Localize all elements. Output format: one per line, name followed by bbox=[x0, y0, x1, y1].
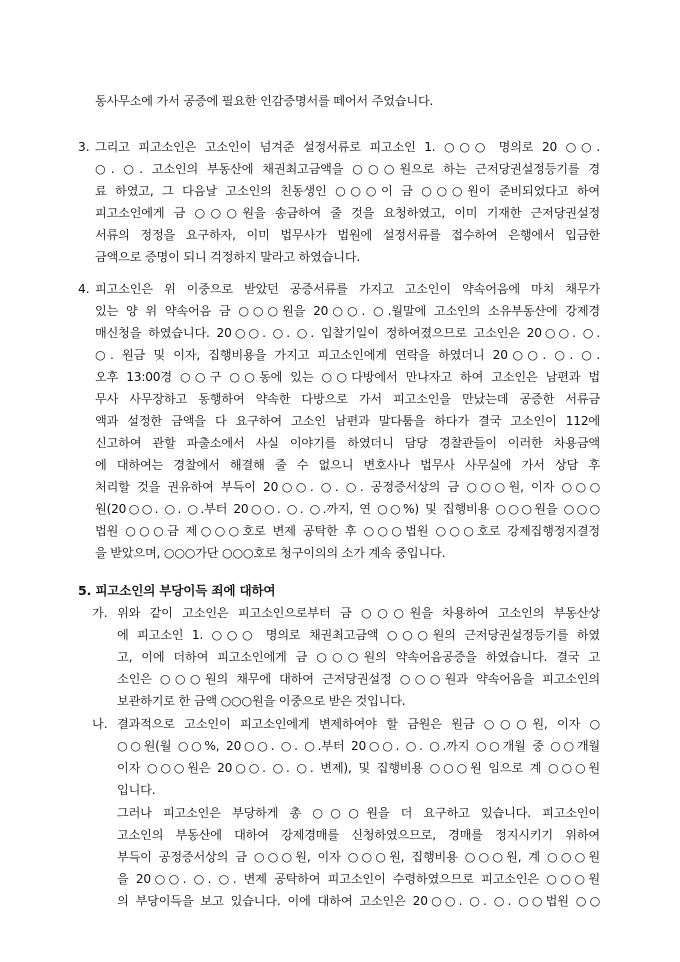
section-5-heading: 5. 피고소인의 부당이득 죄에 대하여 bbox=[78, 583, 276, 598]
item-4-line: 오후 13:00경 ○○구 ○○동에 있는 ○○다방에서 만나자고 하여 고소인은 남편과 법 bbox=[95, 370, 600, 384]
subitem-ga-line: 고, 이에 더하여 피고소인에게 금 ○○○원의 약속어음공증을 하였습니다. 결국 고 bbox=[117, 650, 600, 664]
subitem-na-line: 고소인의 부동산에 대하여 강제경매를 신청하였으므로, 경매를 정지시키기 위하여 bbox=[117, 828, 600, 842]
subitem-ga-line: 에 피고소인 1. ○○○ 명의로 채권최고금액 ○○○원의 근저당권설정등기를 하였 bbox=[117, 628, 600, 642]
item-3-line: 피고소인에게 금 ○○○원을 송금하여 줄 것을 요청하였고, 이미 기재한 근저당권설정 bbox=[95, 206, 600, 220]
subitem-na-line: 의 부당이득을 보고 있습니다. 이에 대하여 고소인은 20○○. ○. ○. ○○법원 ○○ bbox=[117, 894, 600, 908]
item-4-line: 액과 설정한 금액을 다 요구하여 고소인 남편과 말다툼을 하다가 결국 고소인이 112에 bbox=[95, 414, 600, 428]
subitem-ga-marker: 가. bbox=[92, 606, 108, 620]
item-4-line: 을 받았으며, ○○○가단 ○○○호로 청구이의의 소가 계속 중입니다. bbox=[95, 546, 446, 560]
subitem-ga-line: 보관하기로 한 금액 ○○○원을 이중으로 받은 것입니다. bbox=[117, 694, 406, 708]
item-3-line: 료 하였고, 그 다음날 고소인의 친동생인 ○○○이 금 ○○○원이 준비되었다고 하여 bbox=[95, 184, 600, 198]
item-4-number: 4. bbox=[78, 282, 90, 296]
intro-line: 동사무소에 가서 공증에 필요한 인감증명서를 떼어서 주었습니다. bbox=[95, 94, 434, 108]
subitem-ga-line: 소인은 ○○○원의 채무에 대하여 근저당권설정 ○○○원과 약속어음을 피고소인의 bbox=[117, 672, 600, 686]
item-3-line: 금액으로 증명이 되니 걱정하지 말라고 하였습니다. bbox=[95, 250, 361, 264]
item-3-number: 3. bbox=[78, 140, 90, 154]
item-3-line: 그리고 피고소인은 고소인이 넘겨준 설정서류로 피고소인 1. ○○○ 명의로 20 ○○. bbox=[95, 140, 600, 154]
item-3-line: ○. ○. 고소인의 부동산에 채권최고금액을 ○○○원으로 하는 근저당권설정등기를 경 bbox=[95, 162, 600, 176]
item-4-line: 신고하여 관할 파출소에서 사실 이야기를 하였더니 담당 경찰관들이 이러한 차용금액 bbox=[95, 436, 600, 450]
subitem-na-line: 이자 ○○○원은 20○○. ○. ○. 변제), 및 집행비용 ○○○원 임으로 계 ○○○원 bbox=[117, 761, 600, 775]
item-4-line: 피고소인은 위 이중으로 받았던 공증서류를 가지고 고소인이 약속어음에 마치 채무가 bbox=[95, 282, 600, 296]
item-4-line: 원(20○○. ○. ○.부터 20○○. ○. ○.까지, 연 ○○%) 및 집행비용 ○○○원을 ○○○ bbox=[95, 502, 600, 516]
item-4-line: 있는 양 위 약속어음 금 ○○○원을 20○○. ○.월말에 고소인의 소유부동산에 강제경 bbox=[95, 304, 600, 318]
subitem-na-line: 결과적으로 고소인이 피고소인에게 변제하여야 할 금원은 원금 ○○○원, 이자 ○ bbox=[117, 717, 600, 731]
subitem-ga-line: 위와 같이 고소인은 피고소인으로부터 금 ○○○원을 차용하여 고소인의 부동산상 bbox=[117, 606, 600, 620]
subitem-na-marker: 나. bbox=[92, 717, 108, 731]
item-4-line: ○. 원금 및 이자, 집행비용을 가지고 피고소인에게 연락을 하였더니 20○○. ○. ○. bbox=[95, 348, 600, 362]
subitem-na-line: 을 20○○. ○. ○. 변제 공탁하여 피고소인이 수령하였으므로 피고소인은 ○○○원 bbox=[117, 872, 600, 886]
item-4-line: 처리할 것을 권유하여 부득이 20○○. ○. ○. 공정증서상의 금 ○○○원, 이자 ○○○ bbox=[95, 480, 600, 494]
subitem-na-line: 그러나 피고소인은 부당하게 총 ○○○원을 더 요구하고 있습니다. 피고소인이 bbox=[117, 806, 600, 820]
item-4-line: 매신청을 하였습니다. 20○○. ○. ○. 입찰기일이 정하여졌으므로 고소인은 20○○. ○. bbox=[95, 326, 600, 340]
subitem-na-line: 입니다. bbox=[117, 783, 156, 797]
item-4-line: 법원 ○○○금 제○○○호로 변제 공탁한 후 ○○○법원 ○○○호로 강제집행정지결정 bbox=[95, 524, 600, 538]
subitem-na-line: ○○원(월 ○○%, 20○○. ○. ○.부터 20○○. ○. ○.까지 ○○개월 중 ○○개월 bbox=[117, 739, 600, 753]
item-4-line: 에 대하여는 경찰에서 해결해 줄 수 없으니 변호사나 법무사 사무실에 가서 상담 후 bbox=[95, 458, 600, 472]
item-3-line: 서류의 정정을 요구하자, 이미 법무사가 법원에 설정서류를 접수하여 은행에서 입금한 bbox=[95, 228, 600, 242]
item-4-line: 무사 사무장하고 동행하여 약속한 다방으로 가서 피고소인을 만났는데 공증한 서류금 bbox=[95, 392, 600, 406]
subitem-na-line: 부득이 공정증서상의 금 ○○○원, 이자 ○○○원, 집행비용 ○○○원, 계 ○○○원 bbox=[117, 850, 600, 864]
